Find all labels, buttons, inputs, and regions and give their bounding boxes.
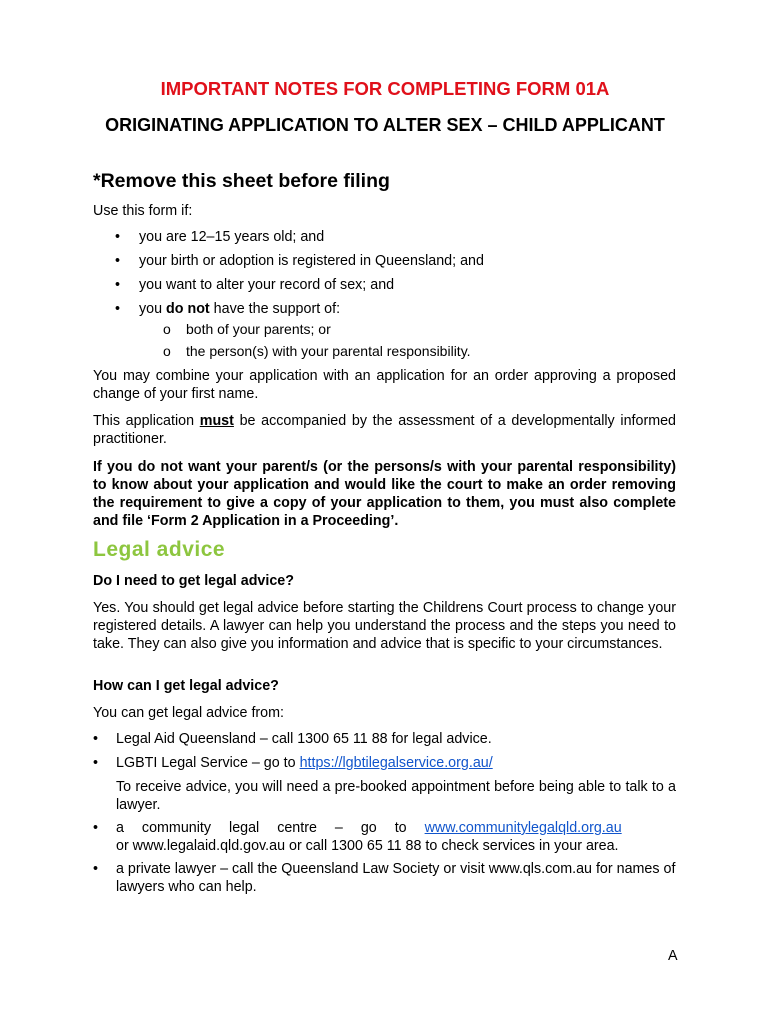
question-how-get-advice: How can I get legal advice? — [93, 678, 279, 694]
page-label: A — [668, 948, 678, 964]
form-subtitle: ORIGINATING APPLICATION TO ALTER SEX – CHILD APPLICANT — [105, 115, 665, 135]
list-item: • a community legal centre – go to www.communitylegalqld.org.au — [93, 820, 622, 836]
do-not-emphasis: do not — [166, 301, 210, 317]
list-item: • a private lawyer – call the Queensland Law Society or visit www.qls.com.au for names of lawyers who can help. — [93, 861, 676, 895]
bullet-icon: • — [115, 301, 121, 317]
bullet-icon: • — [115, 229, 121, 245]
must-emphasis: must — [199, 413, 234, 429]
bullet-icon: • — [93, 731, 99, 747]
use-form-intro: Use this form if: — [93, 203, 193, 219]
list-item-continuation: or www.legalaid.qld.gov.au or call 1300 65 11 88 to check services in your area. — [116, 838, 619, 854]
remove-sheet-note: *Remove this sheet before filing — [93, 170, 390, 192]
circle-bullet-icon: o — [163, 321, 171, 337]
answer-need-legal-advice: Yes. You should get legal advice before starting the Childrens Court process to change your registered details. A lawyer can help you understand the process and the steps you need to take. They can also give you information and advice that is specific to your circumstances. — [93, 600, 676, 652]
page-title: IMPORTANT NOTES FOR COMPLETING FORM 01A — [160, 78, 610, 99]
bullet-icon: • — [93, 861, 99, 877]
question-need-legal-advice: Do I need to get legal advice? — [93, 573, 294, 589]
legal-advice-heading: Legal advice — [93, 538, 226, 561]
advice-sources-intro: You can get legal advice from: — [93, 705, 285, 721]
bullet-icon: • — [93, 820, 99, 836]
appointment-note: To receive advice, you will need a pre-booked appointment before being able to talk to a lawyer. — [116, 779, 676, 813]
combine-paragraph: You may combine your application with an application for an order approving a proposed change of your first name. — [93, 368, 676, 402]
list-item: • Legal Aid Queensland – call 1300 65 11 88 for legal advice. — [93, 731, 492, 747]
bullet-icon: • — [93, 755, 99, 771]
bullet-icon: • — [115, 253, 121, 269]
parents-notice: If you do not want your parent/s (or the persons/s with your parental responsibility) to know about your application and would like the court to make an order removing the requirement to give a copy of your application to them, you must also complete and file ‘Form 2 Application in a Proceeding’. — [93, 459, 676, 529]
community-legal-centre-link[interactable]: www.communitylegalqld.org.au — [424, 820, 622, 836]
bullet-icon: • — [115, 277, 121, 293]
list-item: • LGBTI Legal Service – go to https://lgbtilegalservice.org.au/ — [93, 755, 493, 771]
circle-bullet-icon: o — [163, 343, 171, 359]
assessment-paragraph: This application must be accompanied by the assessment of a developmentally informed practitioner. — [93, 413, 677, 447]
document-page: IMPORTANT NOTES FOR COMPLETING FORM 01A ORIGINATING APPLICATION TO ALTER SEX – CHILD APPLICANT *Remove this sheet before filing Use this form if: • you are 12–15 years old; and • your birth or adoption is registered in Queensland; and • you want to alter your record of sex; and • you do not have the support of: o both of your parents; or o the person(s) with your parental responsibility. You may combine your application with an application for an order approving a proposed change of your first name. This application must be accompanied by the assessment of a developmentally informed practitioner. If you do not want your parent/s (or the persons/s with your parental responsibility) to know about your application and would like the court to make an order removing the requirement to give a copy of your application to them, you must also complete and file ‘Form 2 Application in a Proceeding’. Legal advice Do I need to get legal advice? Yes. You should get legal advice before starting the Childrens Court process to change your registered details. A lawyer can help you understand the process and the steps you need to take. They can also give you information and advice that is specific to your circumstances. How can I get legal advice? You can get legal advice from: • Legal Aid Queensland – call 1300 65 11 88 for legal advice. • LGBTI Legal Service – go to https://lgbtilegalservice.org.au/ To receive advice, you will need a pre-booked appointment before being able to talk to a lawyer. • a community legal centre – go to www.communitylegalqld.org.au or www.legalaid.qld.gov.au or call 1300 65 11 88 to check services in your area. • a private lawyer – call the Queensland Law Society or visit www.qls.com.au for names of lawyers who can help. A — [0, 0, 770, 1024]
lgbti-legal-service-link[interactable]: https://lgbtilegalservice.org.au/ — [299, 755, 493, 771]
